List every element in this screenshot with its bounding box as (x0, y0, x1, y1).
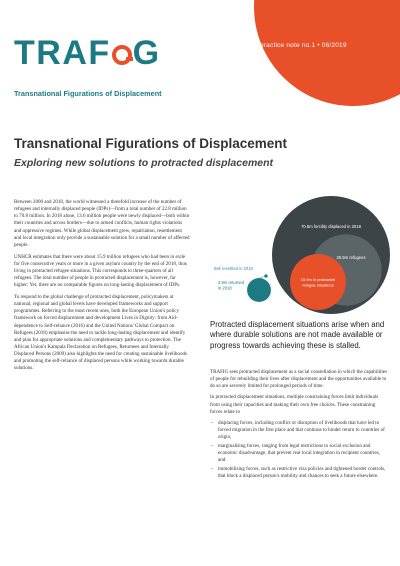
body-paragraph: To respond to the global challenge of protracted displacement, policymakers at national, regional and global levels have developed frameworks and support programmes. Referring to the most recent ones, both the European Union's policy framework on forced displacement and development Lives in Dignity: from Aid-dependence to Self-reliance (2016) and the United Nations' Global Compact on Refugees (2018) emphasise the need to tackle long-lasting displacement and identify and plan for appropriate solutions and complementary pathways to protection. The African Union's Kampala Declaration on Refugees, Returnees and Internally Displaced Persons (2009) also highlights the need for creating sustainable livelihoods and promoting the self-reliance of displaced persons while working towards durable solutions. (14, 293, 187, 372)
label-protracted-line1: 15.9m in protracted (300, 277, 336, 282)
trafig-logo (14, 36, 161, 70)
label-returned-line1: 2.9m returned (218, 280, 245, 285)
label-resettled: 56k resettled in 2018 (214, 266, 253, 271)
header-accent-circle (254, 0, 400, 106)
label-returned-line2: in 2018 (218, 285, 232, 291)
body-paragraph: TRAFIG sees protracted displacement as a social constellation in which the capabilities of people for rebuilding their lives after displacement and the opportunities available to do so are severely limited for prolonged periods of time. (210, 369, 388, 390)
pull-quote: Protracted displacement situations arise when and where durable solutions are not made available or progress towards achieving these is stalled. (210, 320, 385, 350)
logo-text-left: TRAF (14, 34, 111, 72)
label-forcibly-displaced: 70.8m forcibly displaced in 2018 (301, 224, 361, 229)
list-item: – immobilising forces, such as restrictive visa policies and tightened border controls, that block a displaced person's mobility and chances to seek a future elsewhere. (218, 466, 388, 480)
page-title: Transnational Figurations of Displacement (14, 136, 288, 151)
list-item: – marginalising forces, ranging from legal restrictions to social exclusion and economic disadvantage, that prevent real local integration in recipient countries, and (218, 443, 388, 464)
bubble-returned (247, 278, 271, 302)
right-column-text (210, 369, 388, 482)
left-column-text (14, 199, 190, 377)
practice-note-label: practice note no.1 • 06/2019 (260, 42, 347, 49)
label-protracted-line2: refugee situations (302, 282, 334, 288)
logo-ring-icon (112, 45, 132, 65)
logo-text-right: G (132, 34, 161, 72)
body-paragraph: Between 2000 and 2018, the world witnessed a threefold increase of the number of refugees and internally displaced people (IDPs)—from a total number of 22.8 million to 70.8 million. In 2018 alone, 13.6 million people were newly displaced—both within their countries and across borders—due to armed conflicts, human rights violations and oppressive regimes. While global displacement grew, repatriation, resettlement and local integration only provide a sustainable solution for a small number of affected people. (14, 199, 190, 248)
body-paragraph: In protracted displacement situations, multiple constraining forces limit individuals from using their capacities and making their own free choices. These constraining forces relate to (210, 394, 379, 415)
label-refugees: 25.9m refugees (336, 255, 366, 260)
forces-list (210, 420, 388, 480)
logo-tagline: Transnational Figurations of Displacement (14, 89, 162, 98)
body-paragraph: UNHCR estimates that there were about 15.9 million refugees who had been in exile for five consecutive years or more in a given asylum country by the end of 2018, thus living in protracted refugee situations. This corresponds to three-quarters of all refugees. The total number of people in protracted displacement is, however, far higher: Yet, there are no comparable figures on long-lasting displacement of IDPs. (14, 253, 187, 289)
list-item: – displacing forces, including conflict or disruption of livelihoods that have led to forced migration in the first place and that continue to hinder return to countries of origin, (218, 420, 388, 441)
page-subtitle: Exploring new solutions to protracted displacement (14, 157, 274, 169)
displacement-bubble-chart (210, 196, 390, 314)
